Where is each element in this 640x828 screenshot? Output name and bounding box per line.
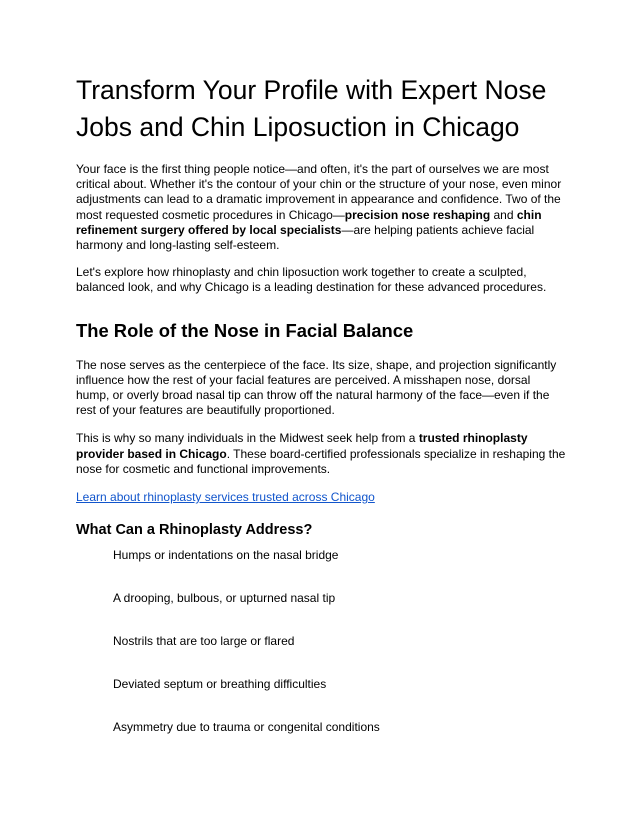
address-list [76, 548, 566, 735]
nose-text-1: This is why so many individuals in the Midwest seek help from a [76, 431, 419, 446]
rhinoplasty-services-link[interactable]: Learn about rhinoplasty services trusted across Chicago [76, 490, 375, 505]
page-title: Transform Your Profile with Expert Nose Jobs and Chin Liposuction in Chicago [76, 75, 547, 142]
intro-bold-chin-refinement: chin refinement surgery offered by local specialists [76, 207, 542, 237]
list-item: Humps or indentations on the nasal bridge [113, 548, 339, 563]
intro-paragraph-1 [76, 162, 566, 253]
nose-bold-provider: trusted rhinoplasty provider based in Chicago [76, 431, 528, 461]
section-heading-address: What Can a Rhinoplasty Address? [76, 522, 313, 539]
list-item: Deviated septum or breathing difficulties [113, 677, 327, 692]
section-heading-nose: The Role of the Nose in Facial Balance [76, 319, 414, 341]
document-page [76, 72, 566, 763]
list-item: A drooping, bulbous, or upturned nasal tip [113, 591, 336, 606]
link-paragraph [76, 490, 566, 505]
nose-paragraph-1: The nose serves as the centerpiece of the face. Its size, shape, and projection significantly influence how the rest of your facial features are perceived. A misshapen nose, dorsal hump, or overly broad nasal tip can throw off the natural harmony of the face—even if the rest of your features are beautifully proportioned. [76, 357, 557, 418]
intro-paragraph-2: Let's explore how rhinoplasty and chin liposuction work together to create a sculpted, balanced look, and why Chicago is a leading destination for these advanced procedures. [76, 265, 547, 295]
intro-text-2: and [490, 207, 517, 222]
intro-text-3: —are helping patients achieve facial harmony and long-lasting self-esteem. [76, 222, 535, 253]
list-item: Asymmetry due to trauma or congenital conditions [113, 720, 380, 735]
nose-text-2: . These board-certified professionals specialize in reshaping the nose for cosmetic and functional improvements. [76, 446, 566, 476]
list-item: Nostrils that are too large or flared [113, 634, 295, 649]
intro-bold-nose-reshaping: precision nose reshaping [344, 207, 491, 222]
intro-text-1: Your face is the first thing people notice—and often, it's the part of ourselves we are most critical about. Whether it's the contour of your chin or the structure of your nose, even minor adjustments can lead to a dramatic improvement in appearance and confidence. Two of the most requested cosmetic procedures in Chicago— [76, 162, 562, 222]
nose-paragraph-2 [76, 431, 566, 477]
